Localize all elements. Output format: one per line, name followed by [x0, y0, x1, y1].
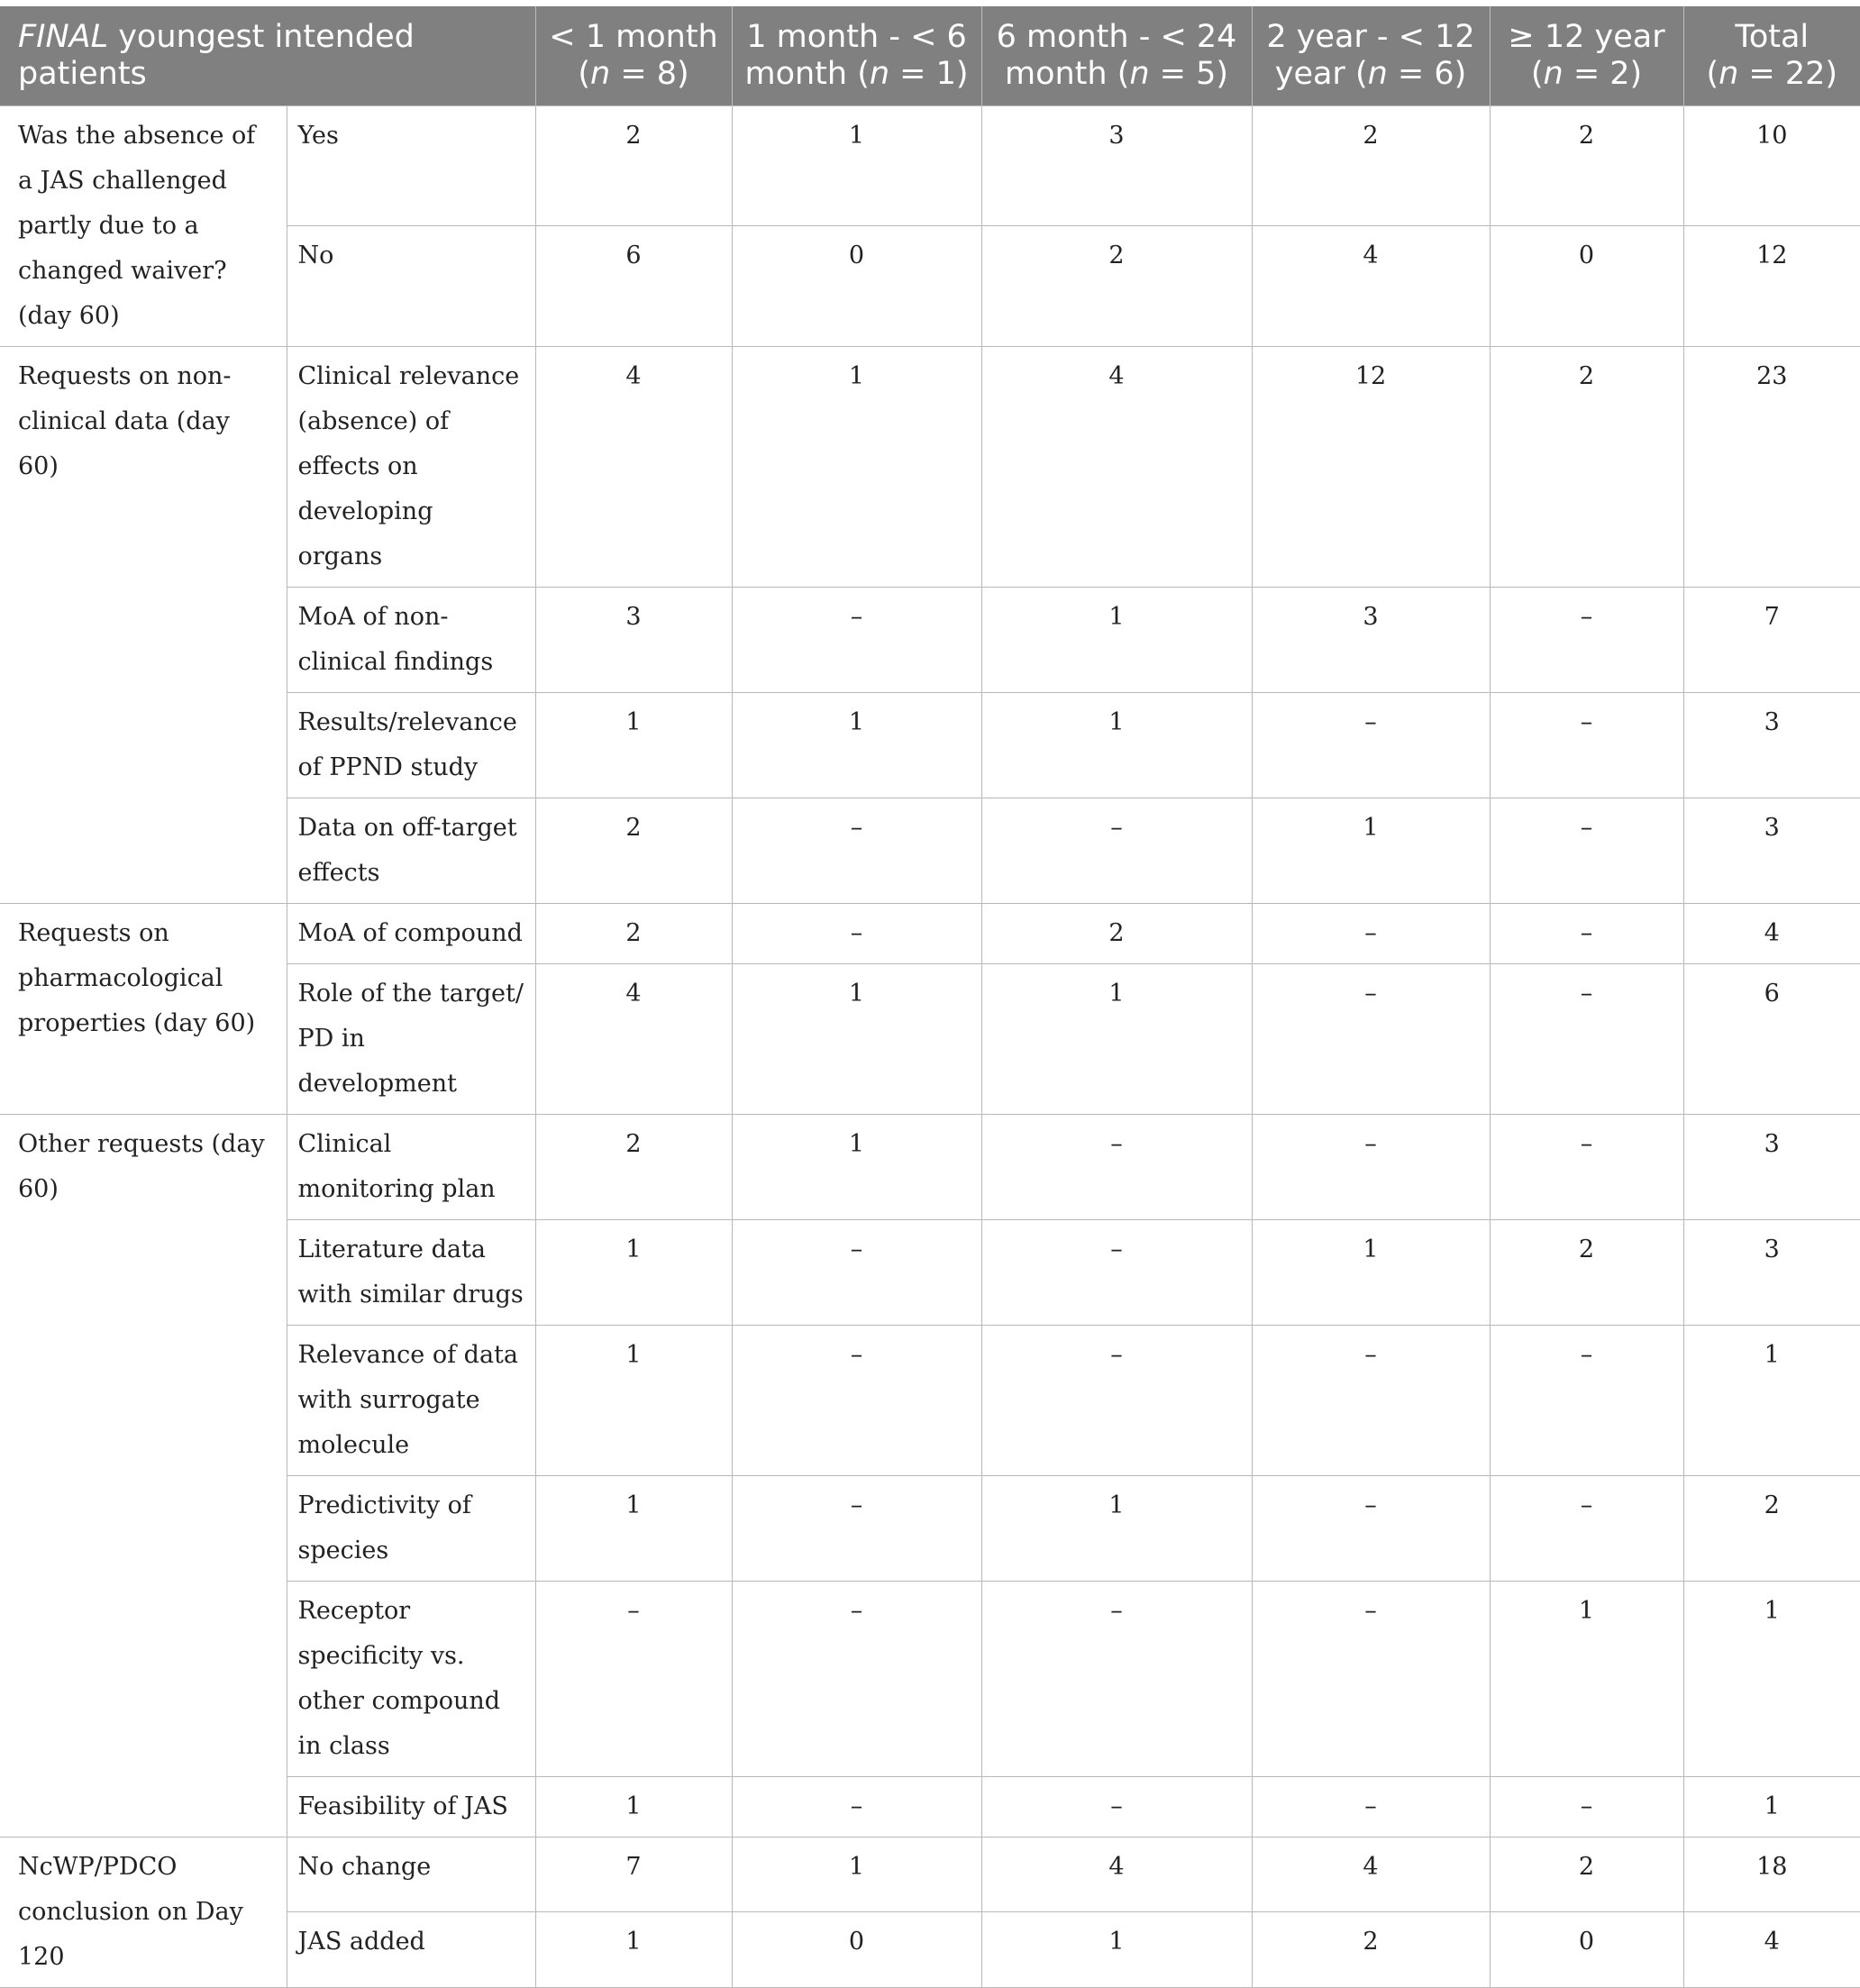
value-cell: 3 — [1683, 1219, 1860, 1325]
value-cell: – — [732, 587, 981, 692]
value-cell: – — [732, 798, 981, 903]
header-col-n: n — [1129, 55, 1150, 92]
header-col-n: n — [1543, 55, 1564, 92]
header-col-line1: 2 year - < 12 — [1266, 18, 1475, 55]
value-cell: 1 — [981, 963, 1252, 1114]
data-table — [0, 6, 1860, 1988]
value-cell: 1 — [732, 1114, 981, 1219]
value-cell: 4 — [1252, 226, 1490, 347]
header-row — [0, 6, 1860, 105]
header-column — [1683, 6, 1860, 105]
value-cell: 0 — [732, 226, 981, 347]
table-row — [0, 346, 1860, 587]
value-cell: – — [535, 1581, 732, 1776]
value-cell: 4 — [1683, 1912, 1860, 1988]
table-row — [0, 903, 1860, 963]
item-cell: JAS added — [287, 1912, 535, 1988]
header-col-post: = 2) — [1563, 55, 1643, 92]
value-cell: – — [1490, 1475, 1683, 1581]
value-cell: 2 — [981, 226, 1252, 347]
header-col-line1: < 1 month — [549, 18, 718, 55]
value-cell: 1 — [535, 692, 732, 798]
value-cell: 1 — [535, 1912, 732, 1988]
header-col-pre: month ( — [744, 55, 870, 92]
category-cell: Requests on pharmacological properties (day 60) — [0, 903, 287, 1114]
value-cell: 1 — [732, 1837, 981, 1912]
value-cell: 1 — [981, 587, 1252, 692]
value-cell: 4 — [535, 963, 732, 1114]
value-cell: – — [1252, 903, 1490, 963]
item-cell: MoA of non-clinical findings — [287, 587, 535, 692]
header-col-line1: Total — [1735, 18, 1810, 55]
value-cell: 2 — [1490, 105, 1683, 226]
value-cell: 2 — [1252, 105, 1490, 226]
header-first-column — [0, 6, 535, 105]
value-cell: – — [981, 798, 1252, 903]
value-cell: 4 — [1683, 903, 1860, 963]
item-cell: MoA of compound — [287, 903, 535, 963]
value-cell: – — [1252, 1581, 1490, 1776]
item-cell: Clinical relevance (absence) of effects on developing organs — [287, 346, 535, 587]
value-cell: – — [1490, 587, 1683, 692]
value-cell: 6 — [535, 226, 732, 347]
value-cell: 1 — [1683, 1776, 1860, 1837]
table-row — [0, 1837, 1860, 1912]
header-col-line1: 1 month - < 6 — [746, 18, 967, 55]
item-cell: Literature data with similar drugs — [287, 1219, 535, 1325]
header-first-rest: youngest intended patients — [18, 18, 415, 92]
value-cell: 4 — [1252, 1837, 1490, 1912]
value-cell: 3 — [535, 587, 732, 692]
header-col-pre: ( — [1706, 55, 1719, 92]
value-cell: 2 — [535, 903, 732, 963]
value-cell: 2 — [535, 1114, 732, 1219]
value-cell: 2 — [1490, 1837, 1683, 1912]
table-row — [0, 1114, 1860, 1219]
header-first-italic: FINAL — [18, 18, 109, 55]
value-cell: 2 — [1490, 346, 1683, 587]
header-col-post: = 8) — [610, 55, 689, 92]
value-cell: 3 — [981, 105, 1252, 226]
value-cell: 6 — [1683, 963, 1860, 1114]
header-col-line1: 6 month - < 24 — [996, 18, 1237, 55]
value-cell: 1 — [535, 1776, 732, 1837]
value-cell: 1 — [732, 692, 981, 798]
value-cell: – — [1490, 1776, 1683, 1837]
category-cell: Was the absence of a JAS challenged partly due to a changed waiver? (day 60) — [0, 105, 287, 346]
item-cell: Relevance of data with surrogate molecule — [287, 1325, 535, 1475]
value-cell: 0 — [1490, 226, 1683, 347]
value-cell: – — [732, 1219, 981, 1325]
item-cell: No change — [287, 1837, 535, 1912]
header-col-n: n — [1367, 55, 1388, 92]
header-column — [732, 6, 981, 105]
header-col-pre: year ( — [1274, 55, 1368, 92]
header-col-post: = 6) — [1387, 55, 1467, 92]
value-cell: – — [1490, 1325, 1683, 1475]
table-body — [0, 105, 1860, 1987]
value-cell: – — [1490, 903, 1683, 963]
value-cell: 7 — [535, 1837, 732, 1912]
value-cell: 1 — [981, 692, 1252, 798]
value-cell: 0 — [732, 1912, 981, 1988]
value-cell: 12 — [1252, 346, 1490, 587]
value-cell: 3 — [1683, 1114, 1860, 1219]
value-cell: 7 — [1683, 587, 1860, 692]
header-column — [535, 6, 732, 105]
value-cell: 12 — [1683, 226, 1860, 347]
header-col-post: = 1) — [889, 55, 969, 92]
table-row — [0, 105, 1860, 226]
value-cell: – — [1490, 1114, 1683, 1219]
item-cell: Yes — [287, 105, 535, 226]
header-col-post: = 5) — [1149, 55, 1229, 92]
value-cell: – — [732, 1776, 981, 1837]
value-cell: 1 — [535, 1475, 732, 1581]
value-cell: – — [981, 1776, 1252, 1837]
value-cell: 1 — [732, 105, 981, 226]
value-cell: 4 — [981, 1837, 1252, 1912]
value-cell: 3 — [1252, 587, 1490, 692]
header-col-n: n — [869, 55, 890, 92]
category-cell: Other requests (day 60) — [0, 1114, 287, 1837]
item-cell: No — [287, 226, 535, 347]
value-cell: – — [981, 1325, 1252, 1475]
category-cell: Requests on non-clinical data (day 60) — [0, 346, 287, 903]
value-cell: 1 — [535, 1325, 732, 1475]
header-col-pre: month ( — [1004, 55, 1130, 92]
value-cell: 1 — [1252, 798, 1490, 903]
value-cell: – — [1490, 798, 1683, 903]
value-cell: 4 — [981, 346, 1252, 587]
value-cell: – — [732, 1475, 981, 1581]
value-cell: 1 — [732, 963, 981, 1114]
header-col-n: n — [590, 55, 611, 92]
item-cell: Clinical monitoring plan — [287, 1114, 535, 1219]
value-cell: 10 — [1683, 105, 1860, 226]
value-cell: – — [1252, 963, 1490, 1114]
header-col-line1: ≥ 12 year — [1508, 18, 1665, 55]
item-cell: Results/relevance of PPND study — [287, 692, 535, 798]
value-cell: 2 — [535, 798, 732, 903]
value-cell: 1 — [535, 1219, 732, 1325]
header-col-post: = 22) — [1738, 55, 1838, 92]
header-column — [1490, 6, 1683, 105]
value-cell: 1 — [1683, 1325, 1860, 1475]
value-cell: 1 — [981, 1912, 1252, 1988]
value-cell: 2 — [981, 903, 1252, 963]
value-cell: 2 — [1683, 1475, 1860, 1581]
value-cell: – — [1490, 692, 1683, 798]
value-cell: 3 — [1683, 692, 1860, 798]
item-cell: Data on off-target effects — [287, 798, 535, 903]
value-cell: – — [981, 1114, 1252, 1219]
value-cell: – — [732, 1581, 981, 1776]
value-cell: – — [981, 1219, 1252, 1325]
value-cell: – — [1252, 1114, 1490, 1219]
value-cell: 4 — [535, 346, 732, 587]
header-col-pre: ( — [1530, 55, 1544, 92]
item-cell: Role of the target/ PD in development — [287, 963, 535, 1114]
value-cell: – — [732, 903, 981, 963]
value-cell: 2 — [1490, 1219, 1683, 1325]
value-cell: 3 — [1683, 798, 1860, 903]
value-cell: 2 — [1252, 1912, 1490, 1988]
header-column — [1252, 6, 1490, 105]
value-cell: 1 — [732, 346, 981, 587]
category-cell: NcWP/PDCO conclusion on Day 120 — [0, 1837, 287, 1987]
item-cell: Predictivity of species — [287, 1475, 535, 1581]
value-cell: – — [1252, 692, 1490, 798]
item-cell: Feasibility of JAS — [287, 1776, 535, 1837]
value-cell: 1 — [1252, 1219, 1490, 1325]
value-cell: – — [1252, 1325, 1490, 1475]
value-cell: 0 — [1490, 1912, 1683, 1988]
value-cell: 2 — [535, 105, 732, 226]
item-cell: Receptor specificity vs. other compound in class — [287, 1581, 535, 1776]
value-cell: 1 — [1490, 1581, 1683, 1776]
value-cell: 1 — [981, 1475, 1252, 1581]
value-cell: 1 — [1683, 1581, 1860, 1776]
value-cell: 18 — [1683, 1837, 1860, 1912]
value-cell: – — [732, 1325, 981, 1475]
value-cell: – — [1490, 963, 1683, 1114]
header-column — [981, 6, 1252, 105]
value-cell: – — [1252, 1776, 1490, 1837]
value-cell: – — [981, 1581, 1252, 1776]
value-cell: 23 — [1683, 346, 1860, 587]
header-col-pre: ( — [578, 55, 590, 92]
header-col-n: n — [1719, 55, 1739, 92]
value-cell: – — [1252, 1475, 1490, 1581]
